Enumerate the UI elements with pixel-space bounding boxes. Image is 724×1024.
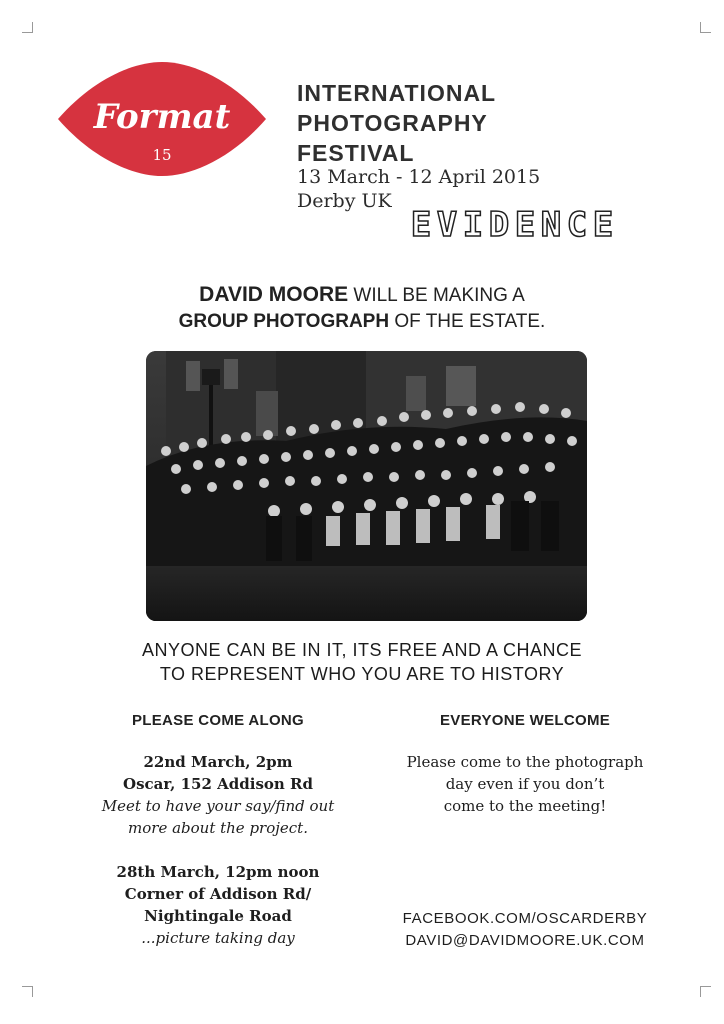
cta-line: TO REPRESENT WHO YOU ARE TO HISTORY (159, 664, 565, 684)
logo-brand: Format (93, 97, 231, 137)
festival-title-line: INTERNATIONAL (297, 80, 497, 106)
welcome-line: come to the meeting! (443, 797, 607, 815)
headline (0, 282, 724, 335)
evidence-letter: C (566, 205, 588, 245)
event2-when: 28th March, 12pm noon (116, 863, 320, 881)
evidence-wordmark (410, 205, 614, 245)
format-logo (52, 60, 272, 178)
events-column (78, 712, 358, 949)
welcome-line: Please come to the photograph (406, 753, 644, 771)
headline-name: DAVID MOORE (199, 283, 349, 306)
event2-where: Nightingale Road (144, 907, 292, 925)
evidence-letter: I (462, 205, 484, 245)
crop-mark-top-right (700, 22, 711, 33)
cta-line: ANYONE CAN BE IN IT, ITS FREE AND A CHANCE (141, 640, 583, 660)
event1-note: more about the project. (128, 819, 308, 837)
event1-when: 22nd March, 2pm (143, 753, 293, 771)
evidence-letter: E (514, 205, 536, 245)
welcome-line: day even if you don’t (445, 775, 605, 793)
events-heading: PLEASE COME ALONG (131, 712, 305, 729)
event2-where: Corner of Addison Rd/ (124, 885, 312, 903)
crop-mark-bottom-right (700, 986, 711, 997)
festival-location: Derby UK (297, 190, 392, 212)
event1-where: Oscar, 152 Addison Rd (123, 775, 313, 793)
email-link[interactable]: DAVID@DAVIDMOORE.UK.COM (405, 932, 645, 949)
welcome-column (384, 712, 666, 817)
evidence-letter: V (436, 205, 458, 245)
headline-line2-rest: OF THE ESTATE. (389, 311, 546, 332)
crop-mark-top-left (22, 22, 33, 33)
event2-note: ...picture taking day (141, 929, 295, 947)
festival-dates: 13 March - 12 April 2015 (297, 166, 541, 188)
crop-mark-bottom-left (22, 986, 33, 997)
contact-block (384, 908, 666, 952)
welcome-heading: EVERYONE WELCOME (439, 712, 611, 729)
group-photograph (146, 351, 587, 621)
logo-edition: 15 (152, 146, 172, 164)
evidence-letter: D (488, 205, 510, 245)
festival-title (297, 78, 496, 168)
evidence-letter: E (592, 205, 614, 245)
facebook-link[interactable]: FACEBOOK.COM/OSCARDERBY (402, 910, 648, 927)
call-to-action (0, 638, 724, 686)
festival-title-line: PHOTOGRAPHY (297, 110, 488, 136)
headline-line1-rest: WILL BE MAKING A (348, 285, 525, 306)
evidence-letter: E (410, 205, 432, 245)
event1-note: Meet to have your say/find out (101, 797, 335, 815)
headline-strong: GROUP PHOTOGRAPH (178, 311, 390, 332)
evidence-letter: N (540, 205, 562, 245)
festival-title-line: FESTIVAL (297, 140, 415, 166)
